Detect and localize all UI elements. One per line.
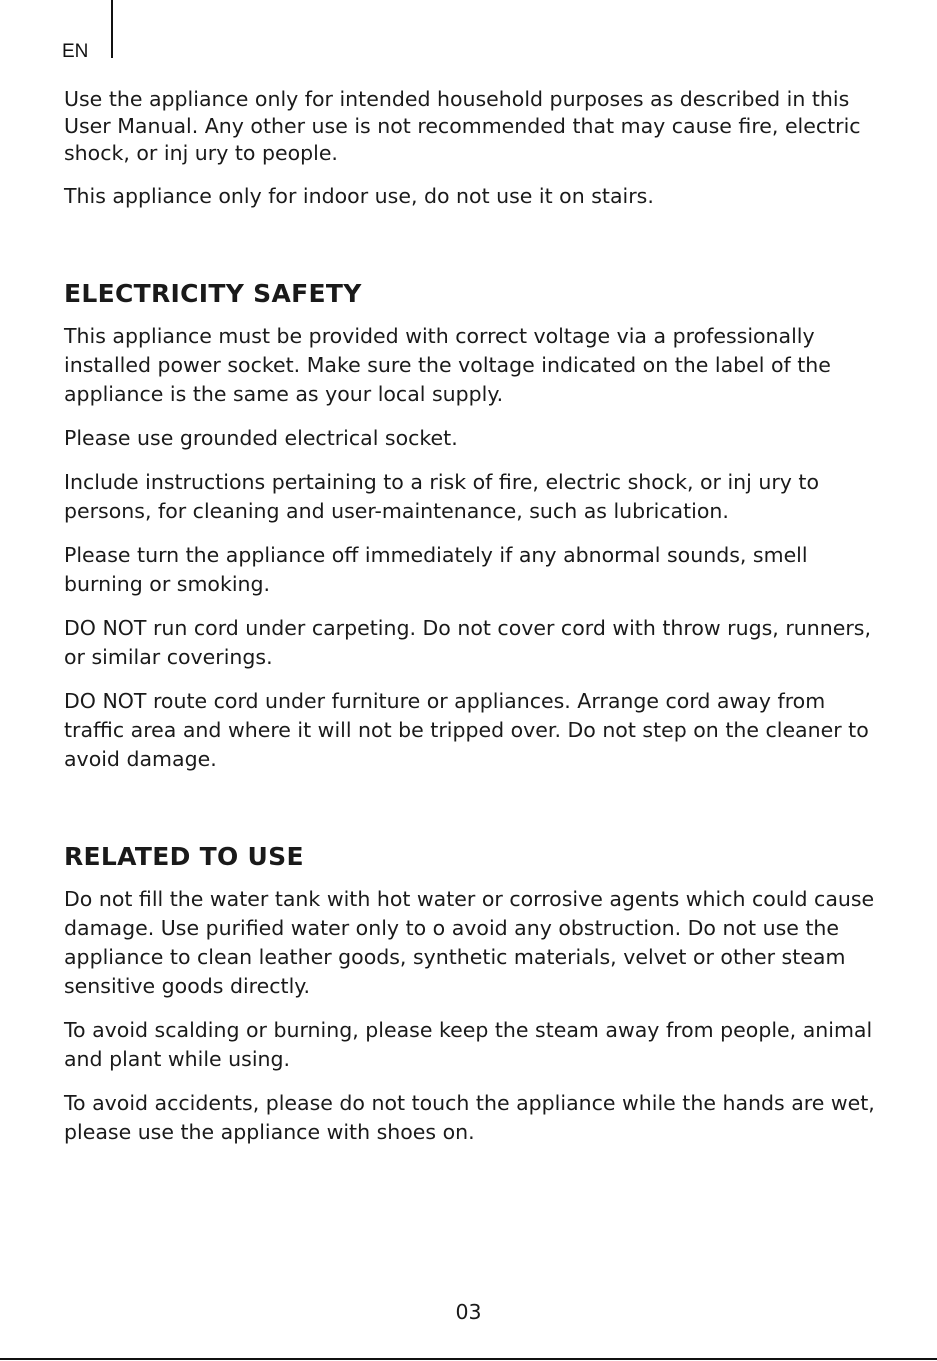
header-divider xyxy=(111,0,113,58)
paragraph: Use the appliance only for intended household purposes as described in this User Manual. Any other use is not recommended that may cause fire, electric shock, or inj ury to people. xyxy=(64,87,861,165)
section-title: RELATED TO USE xyxy=(64,842,304,871)
paragraph: Include instructions pertaining to a risk of fire, electric shock, or inj ury to persons, for cleaning and user-maintenance, such as lubrication. xyxy=(64,470,820,523)
manual-content xyxy=(64,86,884,1147)
paragraph: DO NOT run cord under carpeting. Do not cover cord with throw rugs, runners, or similar coverings. xyxy=(64,616,871,669)
language-label: EN xyxy=(62,41,89,62)
paragraph: This appliance must be provided with correct voltage via a professionally installed power socket. Make sure the voltage indicated on the label of the appliance is the same as your local supply. xyxy=(64,324,831,406)
related-to-use-section xyxy=(64,842,884,1147)
footer-divider xyxy=(0,1358,937,1360)
paragraph: Do not fill the water tank with hot water or corrosive agents which could cause damage. Use purified water only to o avoid any obstruction. Do not use the appliance to clean leather goods, synthetic materials, velvet or other steam sensitive goods directly. xyxy=(64,887,875,998)
page-number: 03 xyxy=(455,1300,482,1324)
paragraph: DO NOT route cord under furniture or appliances. Arrange cord away from traffic area and where it will not be tripped over. Do not step on the cleaner to avoid damage. xyxy=(64,689,869,771)
electricity-safety-section xyxy=(64,279,884,774)
paragraph: This appliance only for indoor use, do not use it on stairs. xyxy=(64,184,654,208)
paragraph: To avoid scalding or burning, please keep the steam away from people, animal and plant while using. xyxy=(64,1018,873,1071)
intro-section xyxy=(64,86,884,211)
paragraph: Please use grounded electrical socket. xyxy=(64,426,458,450)
paragraph: To avoid accidents, please do not touch the appliance while the hands are wet, please use the appliance with shoes on. xyxy=(64,1091,875,1144)
section-title: ELECTRICITY SAFETY xyxy=(64,279,362,308)
paragraph: Please turn the appliance off immediately if any abnormal sounds, smell burning or smoking. xyxy=(64,543,808,596)
